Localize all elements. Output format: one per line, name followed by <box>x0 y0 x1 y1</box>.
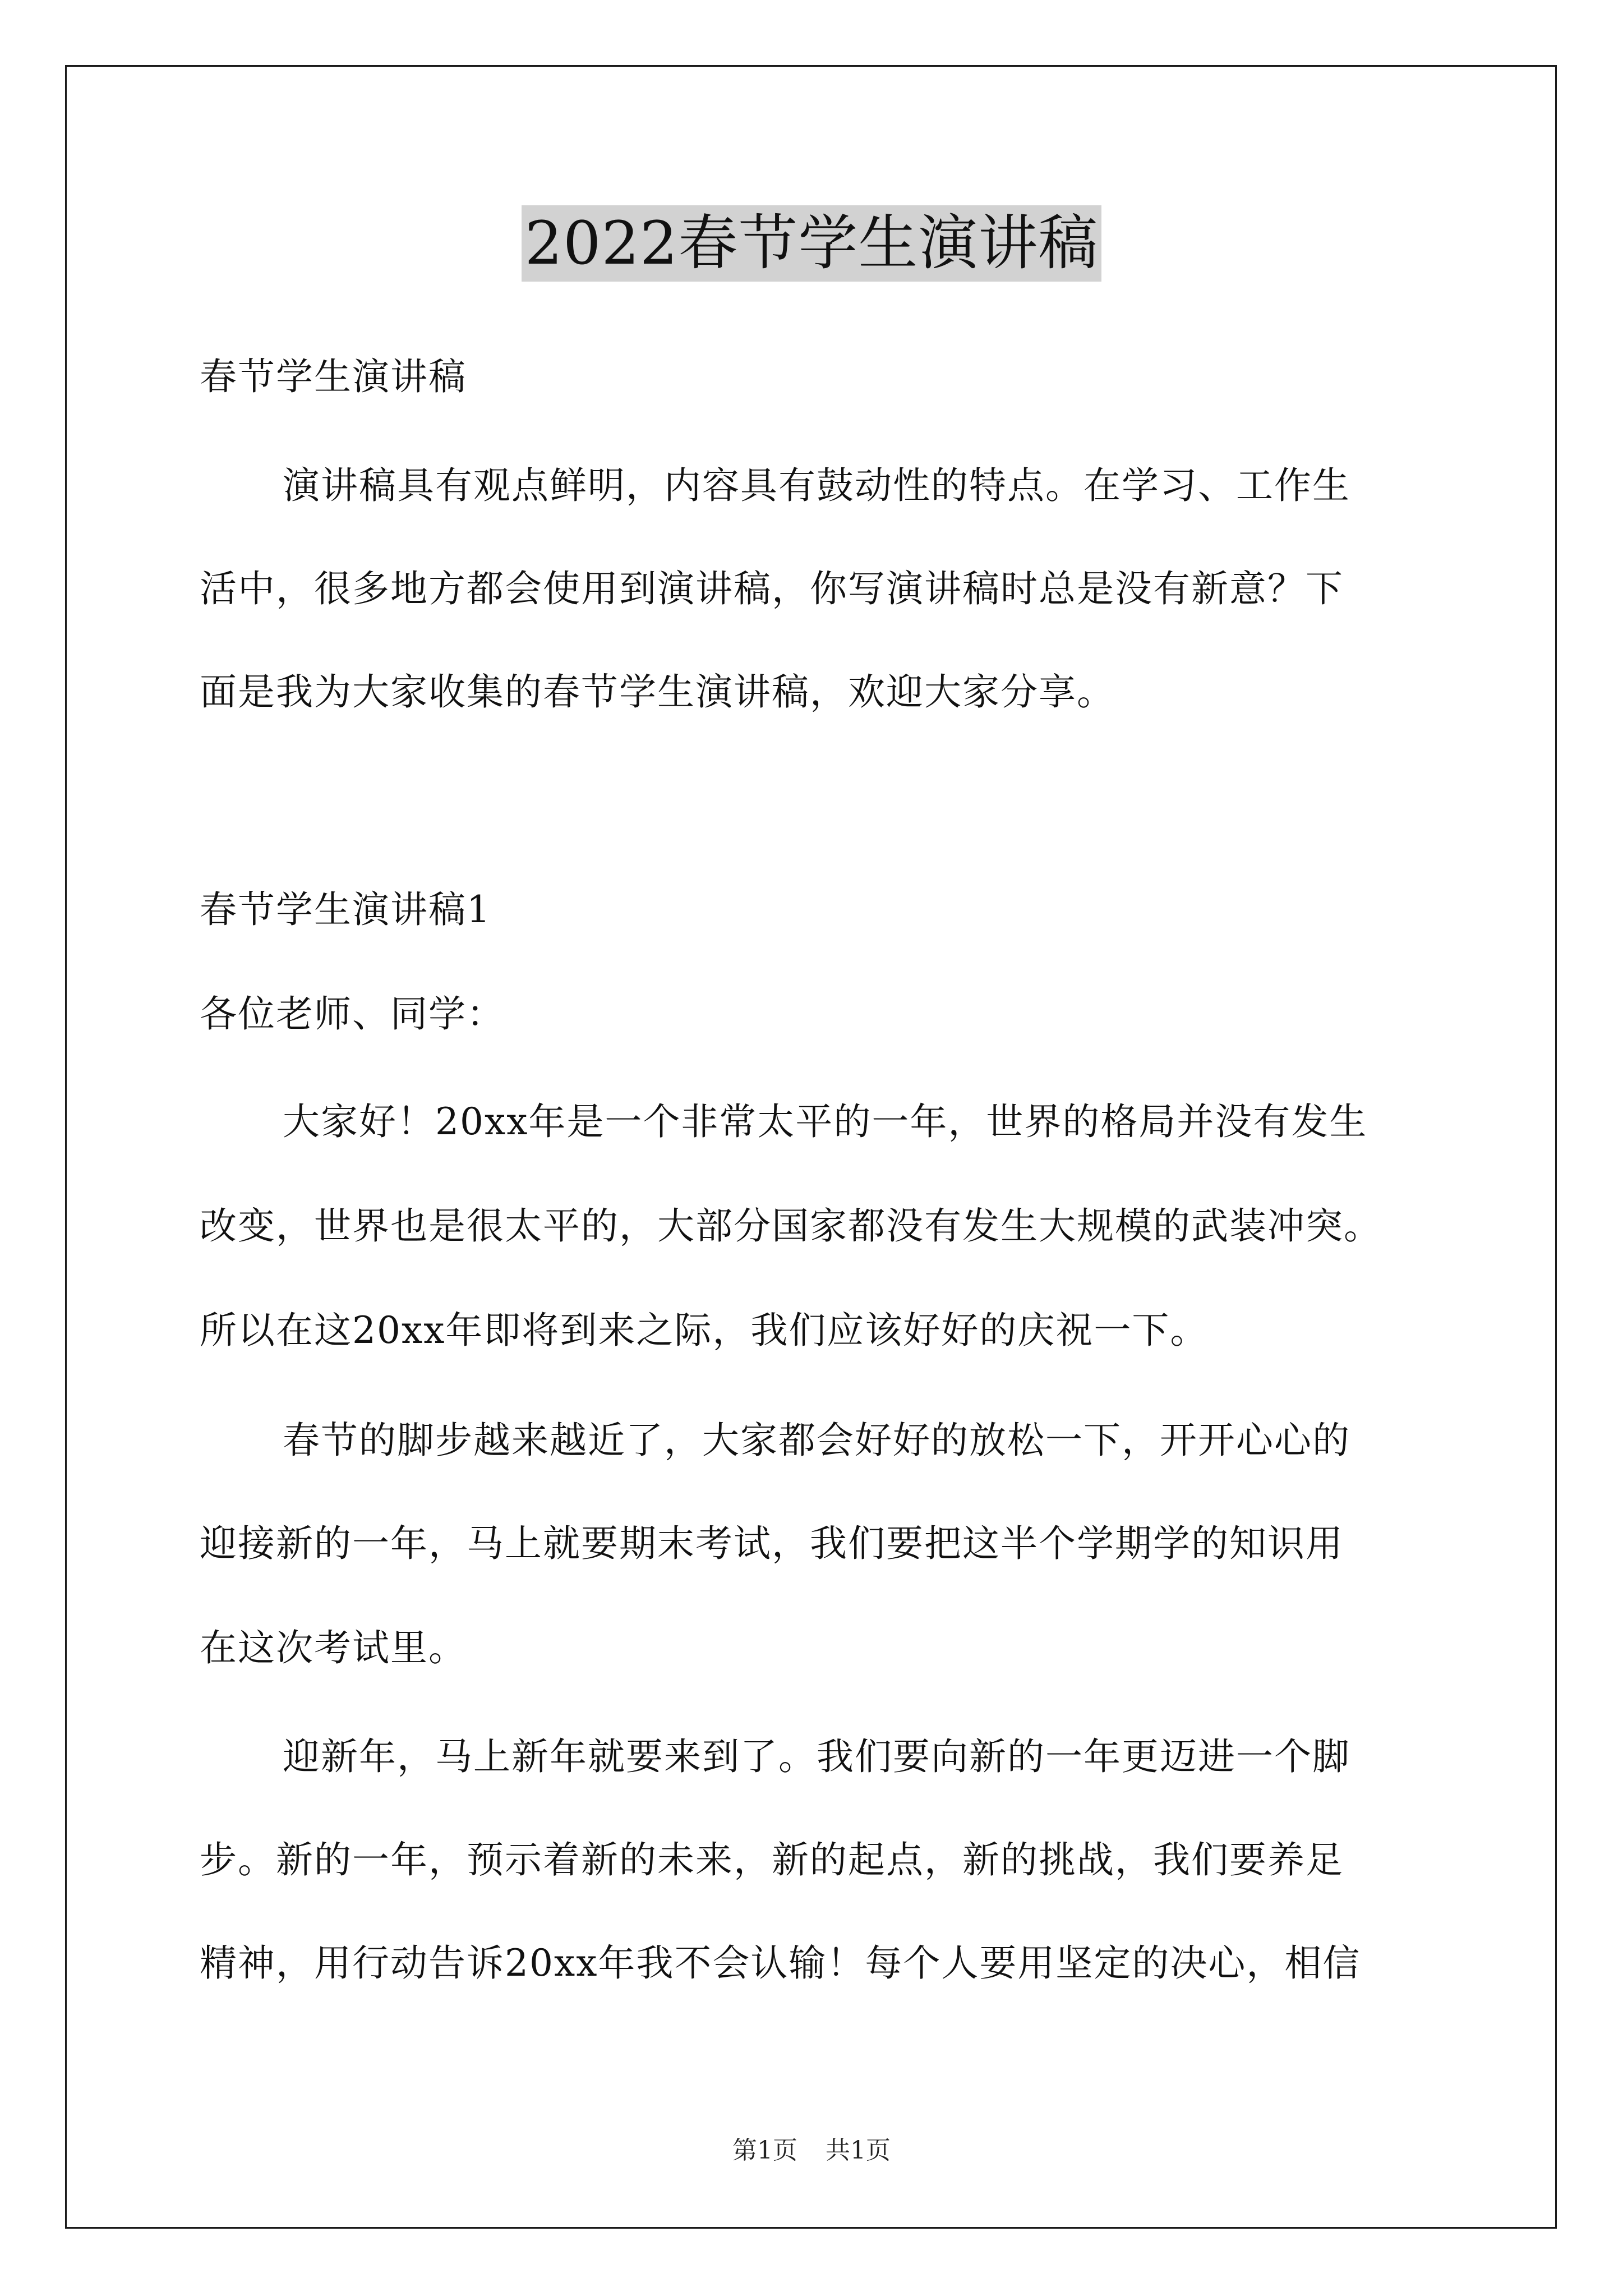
paragraph-line: 面是我为大家收集的春节学生演讲稿，欢迎大家分享。 <box>200 670 1115 714</box>
page-number-total: 共1页 <box>826 2136 891 2165</box>
salutation-line: 各位老师、同学： <box>200 992 505 1036</box>
subtitle-line: 春节学生演讲稿 <box>200 355 467 398</box>
paragraph-line: 活中，很多地方都会使用到演讲稿，你写演讲稿时总是没有新意？下 <box>200 567 1344 610</box>
paragraph-line: 所以在这20xx年即将到来之际，我们应该好好的庆祝一下。 <box>200 1309 1209 1352</box>
page-footer <box>0 2135 1623 2166</box>
page-number-current: 第1页 <box>732 2136 797 2165</box>
paragraph-line: 迎接新的一年，马上就要期末考试，我们要把这半个学期学的知识用 <box>200 1522 1344 1565</box>
paragraph-line: 迎新年，马上新年就要来到了。我们要向新的一年更迈进一个脚 <box>283 1735 1350 1778</box>
paragraph-line: 改变，世界也是很太平的，大部分国家都没有发生大规模的武装冲突。 <box>200 1204 1382 1248</box>
title-wrap <box>0 205 1623 282</box>
paragraph-line: 演讲稿具有观点鲜明，内容具有鼓动性的特点。在学习、工作生 <box>283 464 1350 507</box>
paragraph-line: 春节的脚步越来越近了，大家都会好好的放松一下，开开心心的 <box>283 1419 1350 1462</box>
paragraph-line: 大家好！20xx年是一个非常太平的一年，世界的格局并没有发生 <box>283 1100 1368 1143</box>
paragraph-line: 步。新的一年，预示着新的未来，新的起点，新的挑战，我们要养足 <box>200 1838 1344 1881</box>
paragraph-line: 精神，用行动告诉20xx年我不会认输！每个人要用坚定的决心，相信 <box>200 1941 1361 1985</box>
section-heading: 春节学生演讲稿1 <box>200 888 491 931</box>
paragraph-line: 在这次考试里。 <box>200 1626 467 1669</box>
document-title: 2022春节学生演讲稿 <box>522 205 1102 282</box>
